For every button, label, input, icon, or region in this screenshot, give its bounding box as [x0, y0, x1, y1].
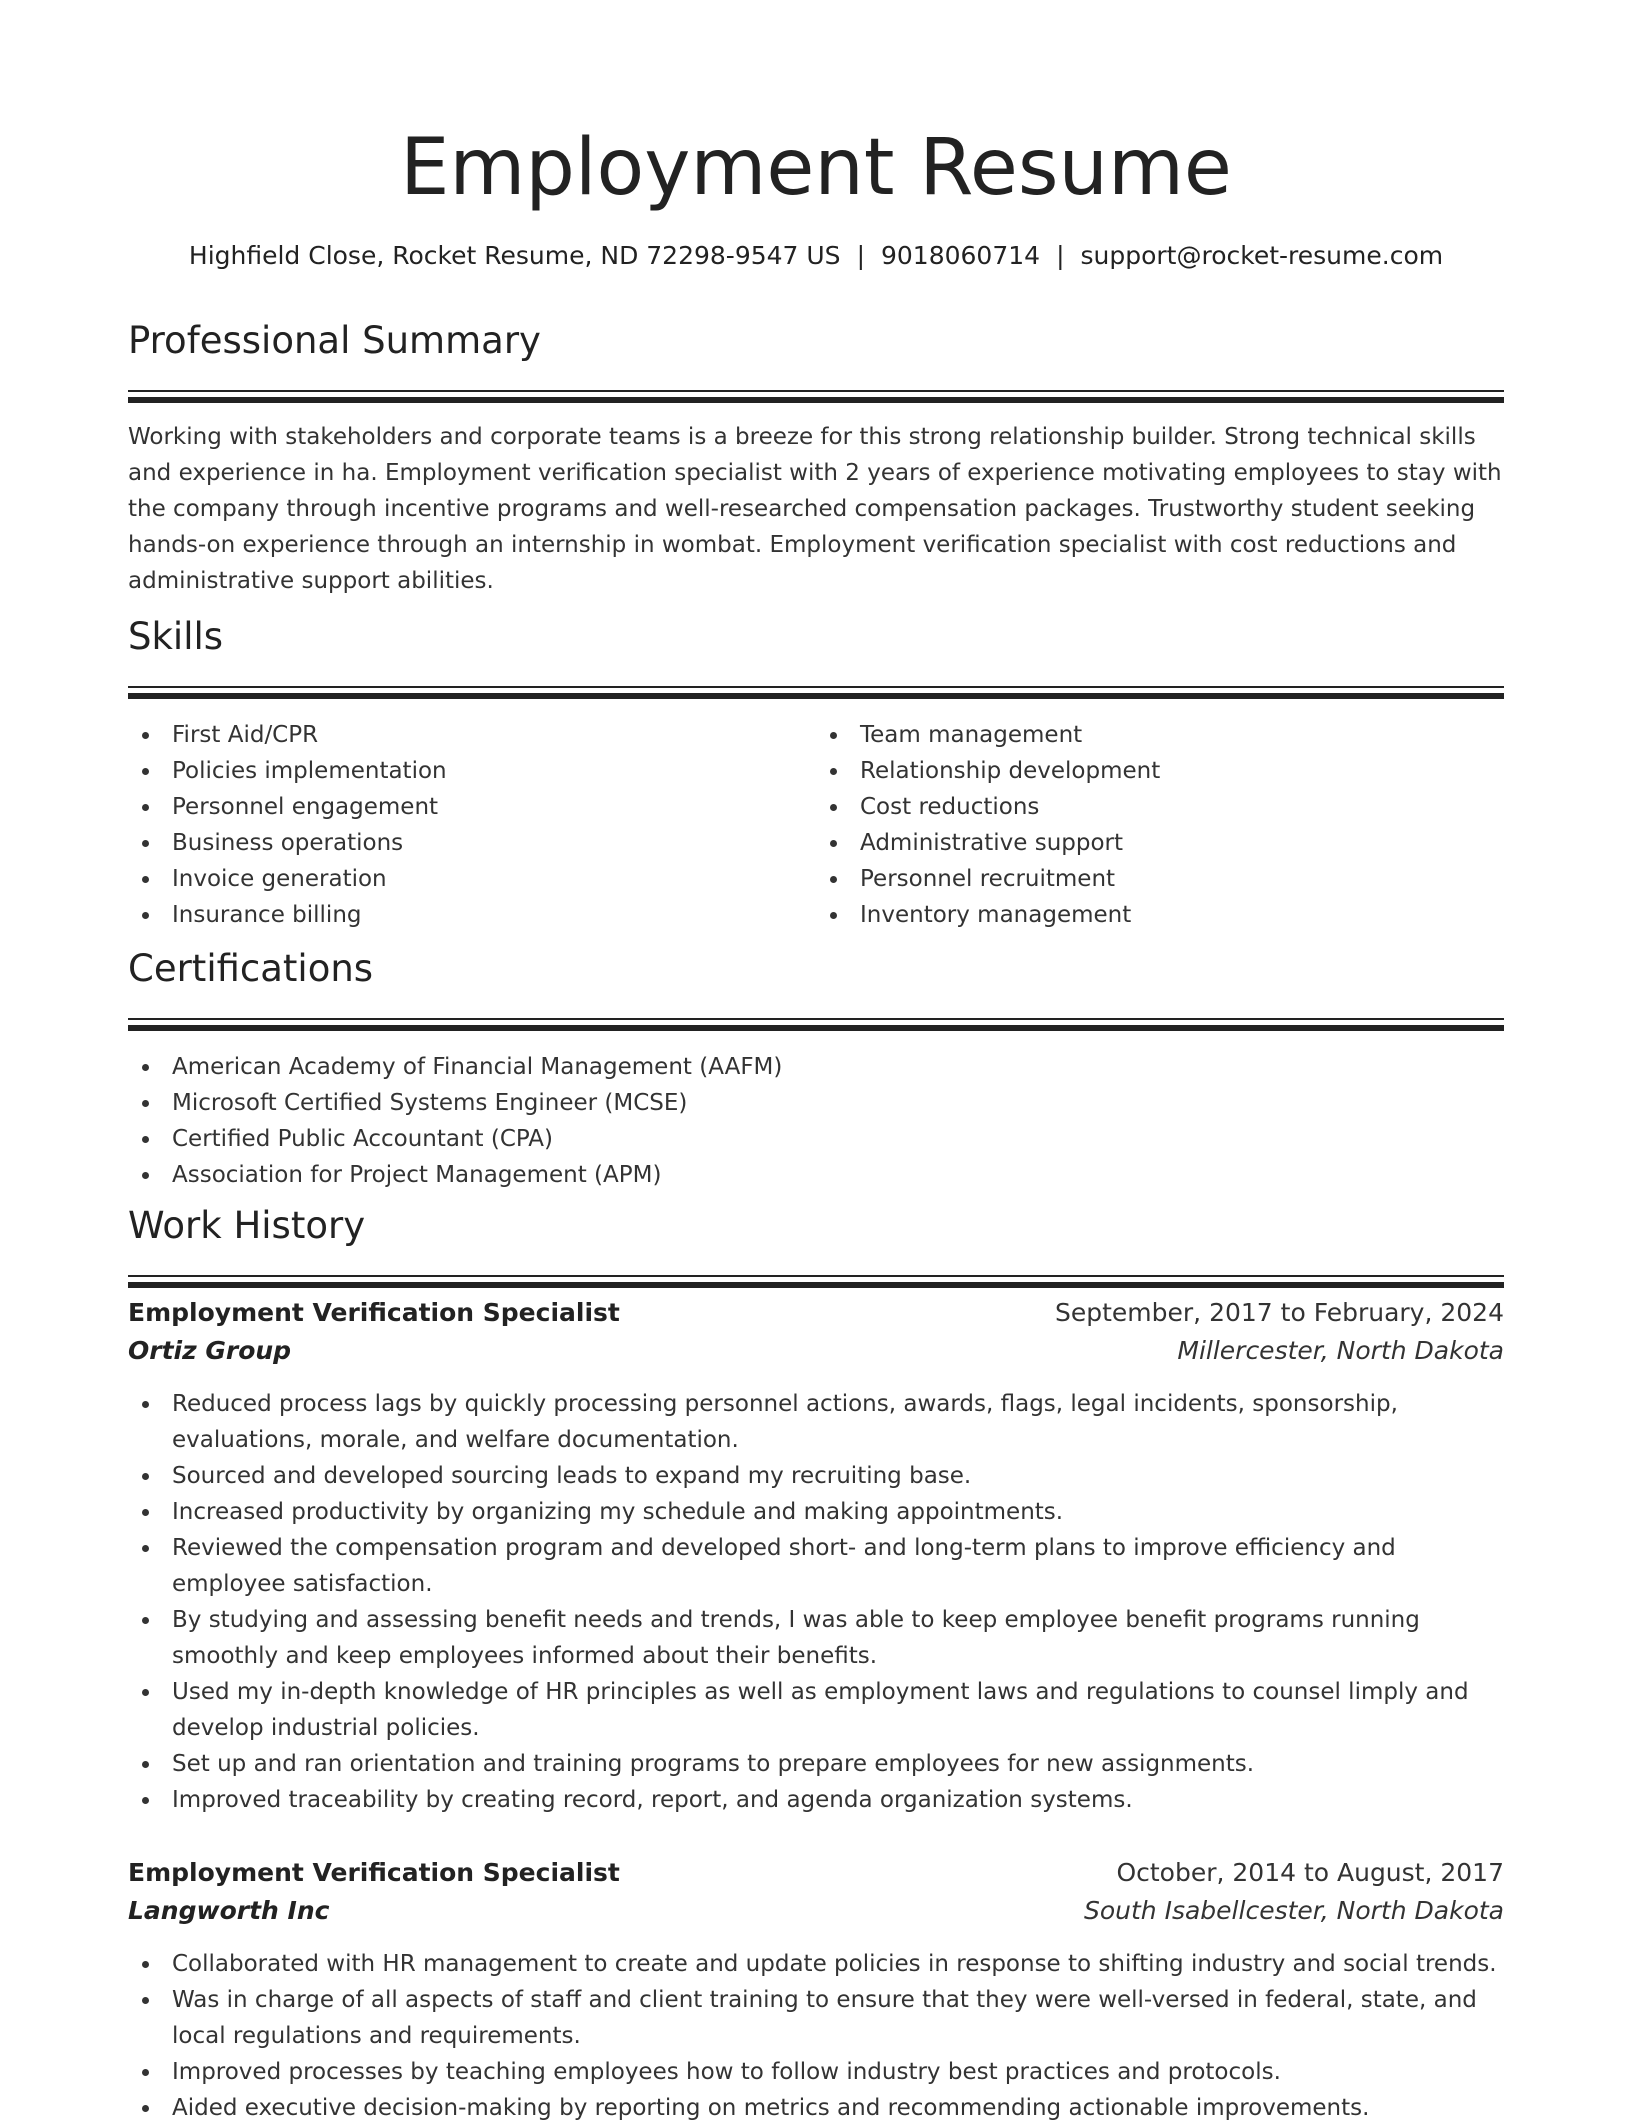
section-rule [128, 1275, 1504, 1277]
certifications-section [128, 944, 1504, 1193]
list-item: First Aid/CPR [128, 717, 816, 753]
list-item: By studying and assessing benefit needs and trends, I was able to keep employee benefit programs running smoothly and keep employees informed about their benefits. [128, 1602, 1504, 1674]
skills-columns [128, 717, 1504, 933]
section-rule [128, 1018, 1504, 1020]
list-item: Aided executive decision-making by reporting on metrics and recommending actionable improvements. [128, 2090, 1504, 2126]
list-item: Invoice generation [128, 861, 816, 897]
skills-list-right [816, 717, 1504, 933]
job-header-row [128, 1854, 1504, 1892]
job-title: Employment Verification Specialist [128, 1298, 620, 1327]
job-entry [128, 1854, 1504, 2126]
section-rule [128, 686, 1504, 688]
section-rule [128, 397, 1504, 403]
list-item: Was in charge of all aspects of staff and client training to ensure that they were well-versed in federal, state, and local regulations and requirements. [128, 1982, 1504, 2054]
job-company: Ortiz Group [128, 1336, 292, 1365]
list-item: Increased productivity by organizing my schedule and making appointments. [128, 1494, 1504, 1530]
certifications-list [128, 1049, 1504, 1193]
list-item: Improved processes by teaching employees how to follow industry best practices and protocols. [128, 2054, 1504, 2090]
list-item: Association for Project Management (APM) [128, 1157, 1504, 1193]
contact-address: Highfield Close, Rocket Resume, ND 72298-9547 US [188, 241, 841, 270]
list-item: Team management [816, 717, 1504, 753]
list-item: Improved traceability by creating record, report, and agenda organization systems. [128, 1782, 1504, 1818]
job-company: Langworth Inc [128, 1896, 330, 1925]
job-dates: October, 2014 to August, 2017 [1116, 1858, 1504, 1887]
contact-separator: | [856, 241, 865, 270]
skills-list-left [128, 717, 816, 933]
list-item: Relationship development [816, 753, 1504, 789]
job-company-row [128, 1332, 1504, 1370]
section-title: Professional Summary [128, 319, 541, 362]
list-item: Collaborated with HR management to create and update policies in response to shifting industry and social trends. [128, 1946, 1504, 1982]
section-rule [128, 390, 1504, 392]
job-entry [128, 1294, 1504, 1818]
summary-text: Working with stakeholders and corporate teams is a breeze for this strong relationship builder. Strong technical skills and experience in ha. Employment verification specialist with 2 years of experience motivating employees to stay with the company through incentive programs and well-researched compensation packages. Trustworthy student seeking hands-on experience through an internship in wombat. Employment verification specialist with cost reductions and administrative support abilities. [128, 424, 1502, 594]
contact-separator: | [1056, 241, 1065, 270]
job-header-row [128, 1294, 1504, 1332]
list-item: Policies implementation [128, 753, 816, 789]
job-bullets [128, 1946, 1504, 2126]
contact-phone: 9018060714 [881, 241, 1041, 270]
list-item: Certified Public Accountant (CPA) [128, 1121, 1504, 1157]
list-item: Inventory management [816, 897, 1504, 933]
job-location: Millercester, North Dakota [1177, 1336, 1504, 1365]
section-rule [128, 1025, 1504, 1031]
job-title: Employment Verification Specialist [128, 1858, 620, 1887]
work-section [128, 1201, 1504, 1288]
list-item: Sourced and developed sourcing leads to expand my recruiting base. [128, 1458, 1504, 1494]
section-rule [128, 693, 1504, 699]
job-company-row [128, 1892, 1504, 1930]
section-rule [128, 1282, 1504, 1288]
list-item: Business operations [128, 825, 816, 861]
contact-email: support@rocket-resume.com [1080, 241, 1444, 270]
job-dates: September, 2017 to February, 2024 [1055, 1298, 1504, 1327]
list-item: Personnel engagement [128, 789, 816, 825]
list-item: American Academy of Financial Management (AAFM) [128, 1049, 1504, 1085]
section-title: Skills [128, 615, 224, 658]
contact-line [128, 238, 1504, 274]
resume-title: Employment Resume [400, 123, 1232, 213]
section-title: Certifications [128, 947, 374, 990]
list-item: Microsoft Certified Systems Engineer (MCSE) [128, 1085, 1504, 1121]
list-item: Used my in-depth knowledge of HR principles as well as employment laws and regulations to counsel limply and develop industrial policies. [128, 1674, 1504, 1746]
list-item: Reviewed the compensation program and developed short- and long-term plans to improve efficiency and employee satisfaction. [128, 1530, 1504, 1602]
list-item: Insurance billing [128, 897, 816, 933]
section-title: Work History [128, 1204, 366, 1247]
job-location: South Isabellcester, North Dakota [1083, 1896, 1504, 1925]
list-item: Cost reductions [816, 789, 1504, 825]
list-item: Set up and ran orientation and training programs to prepare employees for new assignments. [128, 1746, 1504, 1782]
list-item: Personnel recruitment [816, 861, 1504, 897]
summary-section [128, 316, 1504, 599]
list-item: Reduced process lags by quickly processing personnel actions, awards, flags, legal incidents, sponsorship, evaluations, morale, and welfare documentation. [128, 1386, 1504, 1458]
skills-section [128, 612, 1504, 933]
list-item: Administrative support [816, 825, 1504, 861]
job-bullets [128, 1386, 1504, 1818]
